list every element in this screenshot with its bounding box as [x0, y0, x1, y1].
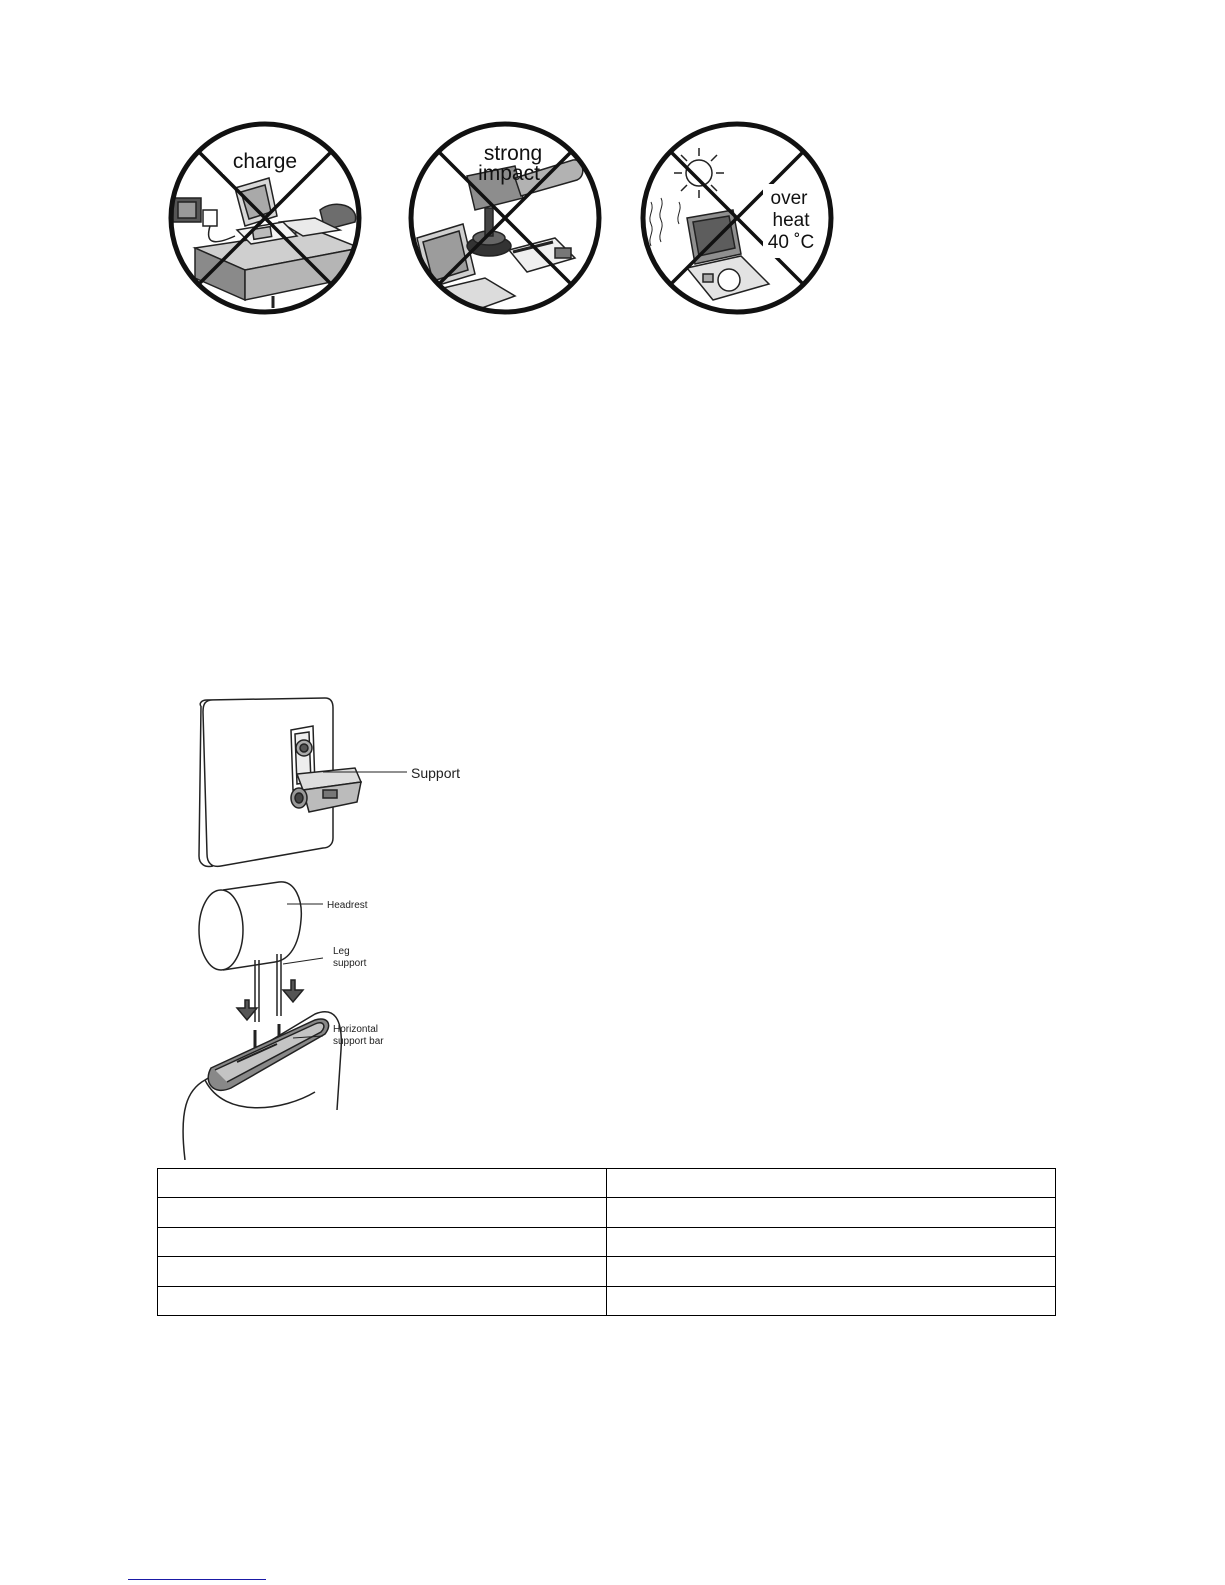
leg-support-label: support: [333, 958, 367, 969]
table-cell: [158, 1257, 607, 1286]
table-row: [158, 1257, 1056, 1286]
no-overheat-icon: [637, 118, 837, 318]
table-cell: [607, 1257, 1056, 1286]
table-cell: [158, 1198, 607, 1227]
warning-label: 40 ˚C: [767, 232, 815, 253]
table-cell: [158, 1169, 607, 1198]
headrest-mounting-diagram: [165, 690, 495, 1160]
headrest-label: Headrest: [327, 900, 368, 911]
warning-label: over: [770, 188, 808, 209]
table-cell: [607, 1169, 1056, 1198]
footer-link-underline: [128, 1579, 266, 1580]
warning-label: strong: [483, 142, 543, 165]
spec-table: [157, 1168, 1056, 1316]
warning-label: heat: [772, 210, 810, 231]
no-charge-icon: [165, 118, 365, 318]
warning-label: charge: [232, 150, 298, 173]
table-row: [158, 1198, 1056, 1227]
table-cell: [158, 1227, 607, 1256]
leg-support-label: Leg: [333, 946, 350, 957]
horizontal-bar-label: Horizontal: [333, 1024, 379, 1035]
no-strong-impact-icon: [405, 118, 605, 318]
warning-label: impact: [478, 162, 540, 185]
table-cell: [158, 1286, 607, 1315]
table-row: [158, 1286, 1056, 1315]
table-row: [158, 1227, 1056, 1256]
support-label: Support: [411, 765, 461, 781]
warning-icons: [165, 118, 845, 318]
table-cell: [607, 1198, 1056, 1227]
horizontal-bar-label: support bar: [333, 1036, 384, 1047]
table-cell: [607, 1227, 1056, 1256]
table-cell: [607, 1286, 1056, 1315]
table-row: [158, 1169, 1056, 1198]
